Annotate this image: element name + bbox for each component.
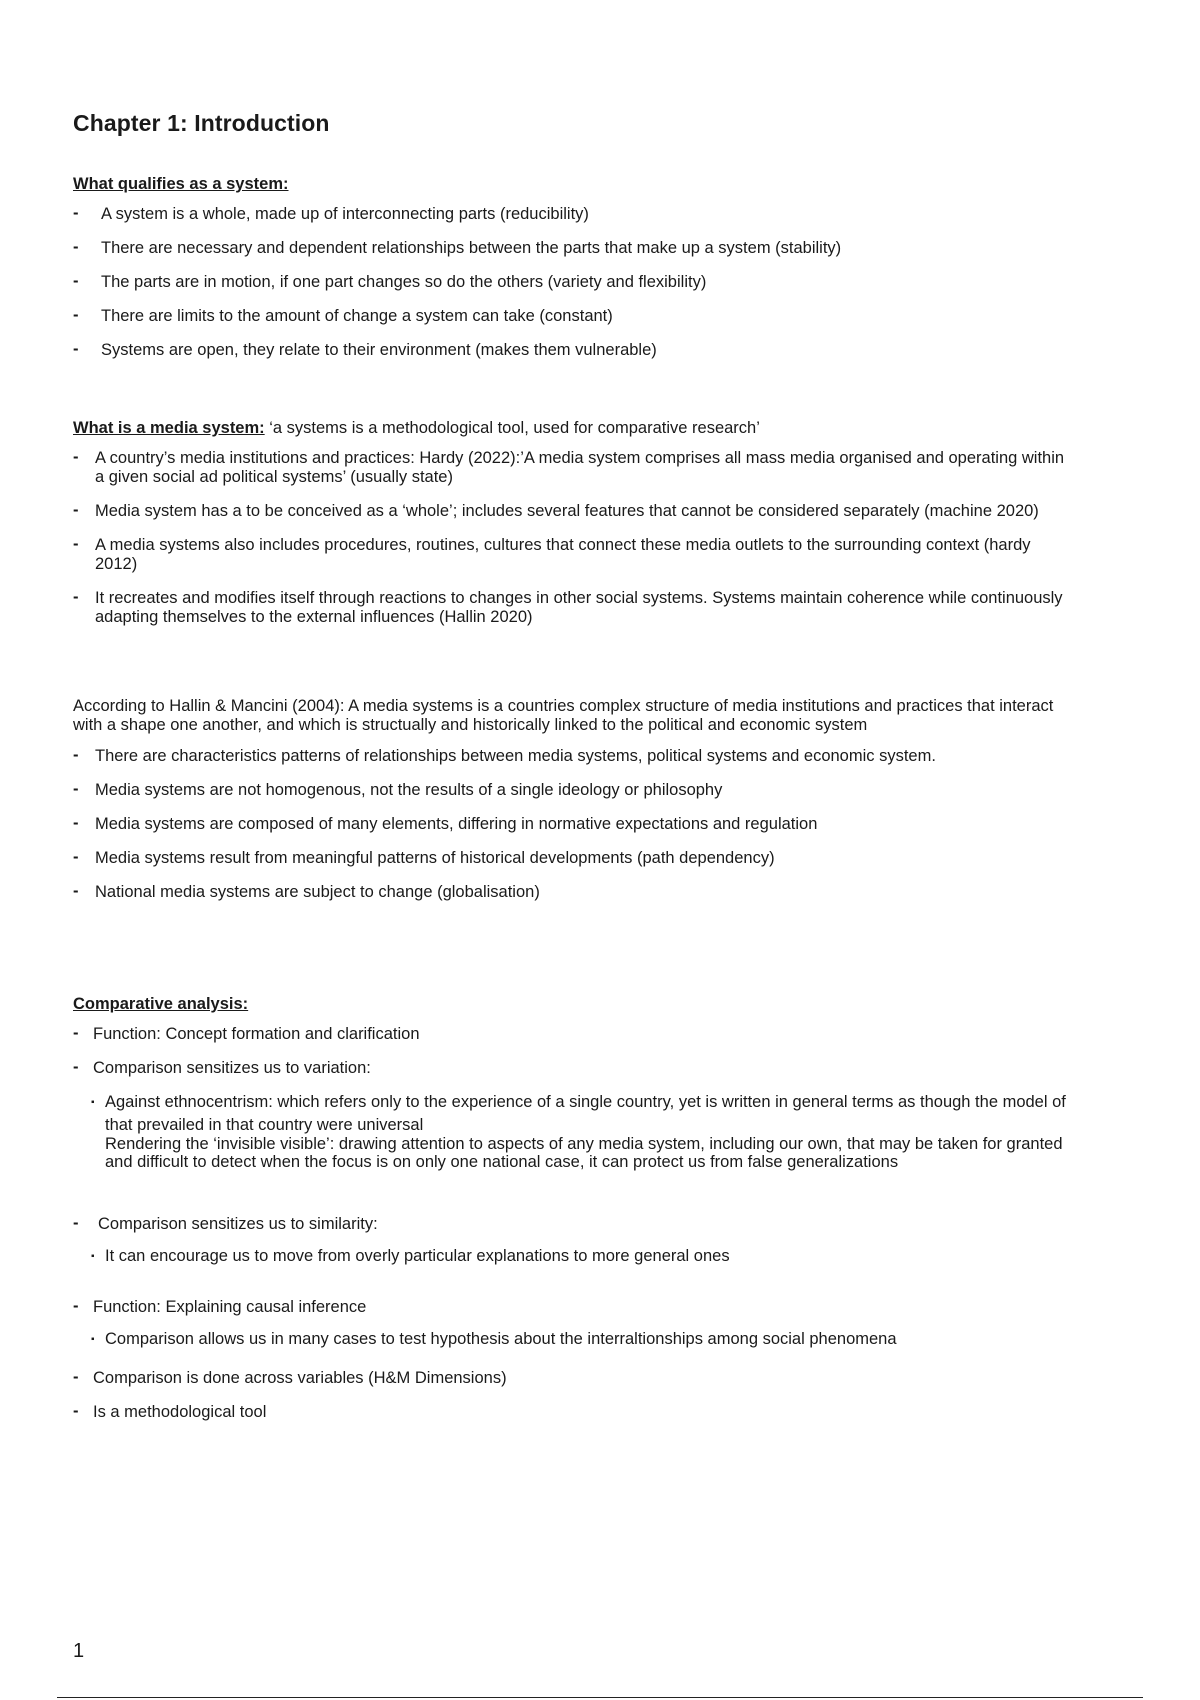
sub-list-item: ▪ Against ethnocentrism: which refers only to the experience of a single country, yet is written in general terms as though the model of that prevailed in that country were universal: [91, 1093, 1066, 1134]
hallin-list: [73, 747, 1073, 902]
dash-bullet: -: [73, 204, 79, 222]
list-item: - Is a methodological tool: [73, 1402, 267, 1421]
dash-bullet: -: [73, 1402, 79, 1420]
list-item: - Media system has a to be conceived as a ‘whole’; includes several features that cannot be considered separately (machine 2020): [73, 501, 1039, 520]
dash-bullet: -: [73, 1297, 79, 1315]
sub-list-item: ▪ It can encourage us to move from overly particular explanations to more general ones: [91, 1247, 730, 1265]
causal-list: [73, 1298, 1073, 1317]
similarity-list: [73, 1215, 1073, 1234]
section-heading-comparative: Comparative analysis:: [73, 995, 249, 1013]
section-heading-tail: ‘a systems is a methodological tool, used for comparative research’: [264, 419, 760, 437]
section-hallin-mancini: [73, 697, 1073, 917]
comparative-list: [73, 1025, 1073, 1078]
list-item: - The parts are in motion, if one part changes so do the others (variety and flexibility): [73, 272, 707, 291]
list-item: - Comparison sensitizes us to variation:: [73, 1058, 371, 1077]
chapter-title: Chapter 1: Introduction: [73, 110, 330, 136]
dash-bullet: -: [73, 535, 79, 553]
dash-bullet: -: [73, 780, 79, 798]
dash-bullet: -: [73, 238, 79, 256]
list-item: - Media systems are not homogenous, not the results of a single ideology or philosophy: [73, 780, 723, 799]
dot-bullet: ▪: [91, 1334, 95, 1345]
list-item: - A media systems also includes procedures, routines, cultures that connect these media outlets to the surrounding context (hardy 2012): [73, 535, 1031, 573]
section-heading-media-system: What is a media system:: [73, 419, 265, 437]
dash-bullet: -: [73, 1214, 79, 1232]
variation-sublist: [73, 1091, 1073, 1137]
dash-bullet: -: [73, 1058, 79, 1076]
section-comparative: [73, 995, 1073, 1437]
dash-bullet: -: [73, 306, 79, 324]
dash-bullet: -: [73, 448, 79, 466]
page-number: 1: [73, 1640, 85, 1662]
dot-bullet: ▪: [91, 1251, 95, 1262]
list-item: - Media systems result from meaningful patterns of historical developments (path dependency): [73, 848, 775, 867]
list-item: - Systems are open, they relate to their environment (makes them vulnerable): [73, 340, 657, 359]
list-item: - There are characteristics patterns of relationships between media systems, political systems and economic system.: [73, 746, 936, 765]
dash-bullet: -: [73, 746, 79, 764]
comparative-final-list: [73, 1369, 1073, 1422]
dash-bullet: -: [73, 272, 79, 290]
section-system: [73, 175, 1073, 375]
section-heading-system: What qualifies as a system:: [73, 175, 289, 193]
footer-divider: [57, 1697, 1143, 1698]
list-item: - Comparison is done across variables (H&M Dimensions): [73, 1368, 507, 1387]
list-item: - Function: Explaining causal inference: [73, 1297, 367, 1316]
dash-bullet: -: [73, 814, 79, 832]
hallin-paragraph: According to Hallin & Mancini (2004): A media systems is a countries complex structure of media institutions and practices that interact with a shape one another, and which is structually and historically linked to the political and economic system: [73, 697, 1054, 734]
sub-list-continuation: Rendering the ‘invisible visible’: drawing attention to aspects of any media system, including our own, that may be taken for granted and difficult to detect when the focus is on only one national case, it can protect us from false generalizations: [105, 1135, 1063, 1171]
dash-bullet: -: [73, 1024, 79, 1042]
dash-bullet: -: [73, 848, 79, 866]
dash-bullet: -: [73, 1368, 79, 1386]
causal-sublist: [73, 1330, 1073, 1349]
media-system-list: [73, 449, 1073, 627]
dash-bullet: -: [73, 588, 79, 606]
dot-bullet: ▪: [91, 1097, 95, 1108]
dash-bullet: -: [73, 882, 79, 900]
dash-bullet: -: [73, 501, 79, 519]
list-item: - There are limits to the amount of change a system can take (constant): [73, 306, 613, 325]
list-item: - It recreates and modifies itself through reactions to changes in other social systems. Systems maintain coherence while continuously adapting themselves to the external influences (Hallin 2020): [73, 588, 1063, 626]
similarity-sublist: [73, 1247, 1073, 1266]
system-list: [73, 205, 1073, 360]
list-item: - National media systems are subject to change (globalisation): [73, 882, 540, 901]
list-item: - Media systems are composed of many elements, differing in normative expectations and regulation: [73, 814, 818, 833]
sub-list-item: ▪ Comparison allows us in many cases to test hypothesis about the interraltionships among social phenomena: [91, 1330, 897, 1348]
list-item: - There are necessary and dependent relationships between the parts that make up a system (stability): [73, 238, 842, 257]
list-item: - A country’s media institutions and practices: Hardy (2022):’A media system comprises all mass media organised and operating within a given social ad political systems’ (usually state): [73, 448, 1065, 486]
list-item: - Function: Concept formation and clarification: [73, 1024, 420, 1043]
section-media-system: [73, 419, 1073, 642]
list-item: - A system is a whole, made up of interconnecting parts (reducibility): [73, 204, 589, 223]
list-item: - Comparison sensitizes us to similarity:: [73, 1214, 378, 1233]
dash-bullet: -: [73, 340, 79, 358]
